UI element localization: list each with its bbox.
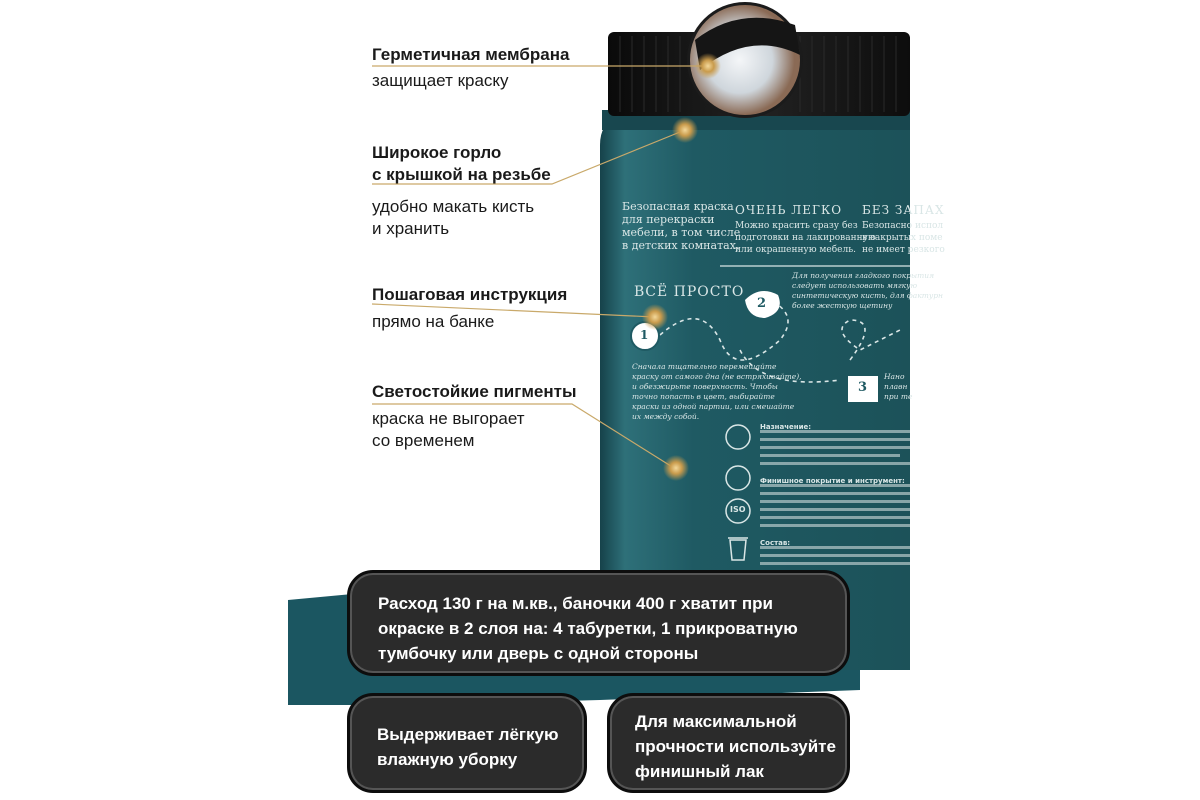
callout-neck-title: Широкое горло	[372, 143, 502, 162]
step-2-number: 2	[757, 296, 767, 311]
varnish-card-text: Для максимальной прочности используйте финишный лак	[635, 712, 836, 781]
callout-neck-text-1: удобно макать кисть	[372, 197, 535, 216]
callout-neck-title-2: с крышкой на резьбе	[372, 165, 551, 184]
jar-info-label-1: Назначение:	[760, 423, 812, 431]
callout-pigments-title: Светостойкие пигменты	[372, 382, 577, 401]
step-3-number: 3	[858, 380, 868, 395]
jar-info-label-2: Финишное покрытие и инструмент:	[760, 477, 905, 485]
cleaning-card-text: Выдерживает лёгкую влажную уборку	[377, 725, 559, 769]
jar-col3-text: Безопасно испол в закрытых поме не имеет резкого	[862, 221, 945, 255]
hotspot-neck	[672, 117, 698, 143]
callout-pigments-text-1: краска не выгорает	[372, 409, 525, 428]
cleaning-card	[347, 693, 587, 793]
callout-instruction-title: Пошаговая инструкция	[372, 285, 568, 304]
consumption-card	[347, 570, 850, 676]
jar-step3-text: Нано плавн при те	[884, 372, 913, 401]
hotspot-membrane	[695, 53, 721, 79]
consumption-card-text: Расход 130 г на м.кв., баночки 400 г хватит при окраске в 2 слоя на: 4 табуретки, 1 прикроватную тумбочку или дверь с одной стороны	[378, 594, 798, 663]
jar-step2-text: Для получения гладкого покрытия следует использовать мягкую синтетическую кисть, для фактурн более жесткую щетину	[792, 271, 943, 310]
jar-col3-title: БЕЗ ЗАПАХ	[862, 203, 945, 217]
jar-info-label-3: Состав:	[760, 539, 791, 547]
jar-intro: Безопасная краска для перекраски мебели, в том числе в детских комнатах.	[622, 200, 741, 252]
hotspot-instruction	[642, 304, 668, 330]
hotspot-pigments	[663, 455, 689, 481]
jar-col2-text: Можно красить сразу без подготовки на лакированную или окрашенную мебель.	[735, 221, 876, 255]
callout-instruction-text: прямо на банке	[372, 312, 495, 331]
varnish-card	[607, 693, 850, 793]
callout-neck-text-2: и хранить	[372, 219, 450, 238]
callout-pigments-text-2: со временем	[372, 431, 475, 450]
callout-membrane-title: Герметичная мембрана	[372, 45, 570, 64]
jar-col2-title: ОЧЕНЬ ЛЕГКО	[735, 203, 843, 217]
jar-step1-text: Сначала тщательно перемешайте краску от самого дна (не встряхивайте), и обезжирьте поверхность. Чтобы точно попасть в цвет, выбирайте краски из одной партии, или смешайте их между собой.	[632, 362, 802, 421]
jar-steps-title: ВСЁ ПРОСТО	[634, 284, 745, 300]
step-1-number: 1	[640, 328, 649, 342]
callout-membrane-text: защищает краску	[372, 71, 509, 90]
iso-label: ISO	[730, 505, 746, 514]
